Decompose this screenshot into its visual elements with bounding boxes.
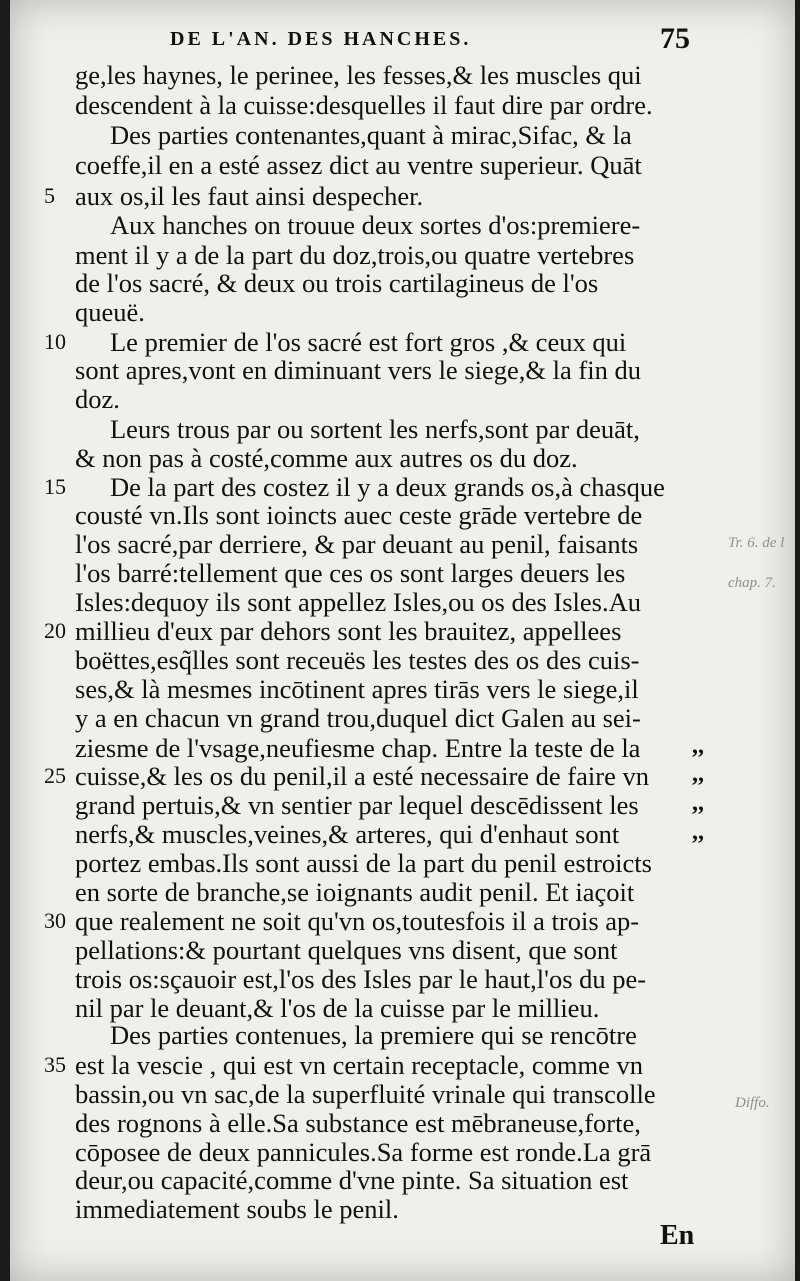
text-line: nerfs,& muscles,veines,& arteres, qui d'enhaut sont: [75, 819, 620, 849]
text-line: ses,& là mesmes incōtinent apres tirās vers le siege,il: [75, 674, 639, 704]
text-line: descendent à la cuisse:desquelles il faut dire par ordre.: [75, 90, 653, 120]
text-line: l'os barré:tellement que ces os sont larges deuers les: [75, 558, 626, 588]
text-line: De la part des costez il y a deux grands os,à chasque: [110, 472, 665, 502]
line-number: 25: [44, 763, 66, 788]
text-line: Aux hanches on trouue deux sortes d'os:premiere-: [110, 210, 641, 240]
text-line: cuisse,& les os du penil,il a esté necessaire de faire vn: [75, 761, 649, 791]
line-number: 10: [44, 329, 66, 354]
text-line: aux os,il les faut ainsi despecher.: [75, 181, 424, 211]
text-line: Des parties contenues, la premiere qui se rencōtre: [110, 1020, 637, 1050]
text-line: ge,les haynes, le perinee, les fesses,& les muscles qui: [75, 60, 642, 90]
text-line: portez embas.Ils sont aussi de la part du penil estroicts: [75, 848, 652, 878]
faded-margin-note: Diffo.: [735, 1095, 770, 1111]
text-line: que realement ne soit qu'vn os,toutesfois il a trois ap-: [75, 906, 640, 936]
text-line: deur,ou capacité,comme d'vne pinte. Sa situation est: [75, 1165, 629, 1195]
quote-mark: ,,: [692, 761, 704, 787]
book-page: [10, 0, 795, 1281]
line-number: 35: [44, 1052, 66, 1077]
text-line: & non pas à costé,comme aux autres os du doz.: [75, 443, 578, 473]
running-title: DE L'AN. DES HANCHES.: [170, 28, 472, 50]
line-number: 20: [44, 618, 66, 643]
line-number: 30: [44, 908, 66, 933]
text-line: pellations:& pourtant quelques vns disent, que sont: [75, 935, 618, 965]
text-line: boëttes,esq̃lles sont receuës les testes des os des cuis-: [75, 645, 640, 675]
text-line: ziesme de l'vsage,neufiesme chap. Entre la teste de la: [75, 733, 641, 763]
text-line: l'os sacré,par derriere, & par deuant au penil, faisants: [75, 529, 639, 559]
text-line: Le premier de l'os sacré est fort gros ,& ceux qui: [110, 327, 627, 357]
text-line: ment il y a de la part du doz,trois,ou quatre vertebres: [75, 240, 635, 270]
text-line: millieu d'eux par dehors sont les brauitez, appellees: [75, 616, 622, 646]
page-number: 75: [660, 22, 690, 55]
text-line: cousté vn.Ils sont ioincts auec ceste grāde vertebre de: [75, 500, 643, 530]
catchword: En: [660, 1220, 695, 1251]
text-line: de l'os sacré, & deux ou trois cartilagineus de l'os: [75, 268, 599, 298]
text-line: y a en chacun vn grand trou,duquel dict Galen au sei-: [75, 703, 641, 733]
text-line: coeffe,il en a esté assez dict au ventre superieur. Quāt: [75, 150, 642, 180]
text-line: Leurs trous par ou sortent les nerfs,sont par deuāt,: [110, 414, 640, 444]
body-text: [10, 0, 795, 1281]
text-line: Isles:dequoy ils sont appellez Isles,ou os des Isles.Au: [75, 587, 641, 617]
text-line: bassin,ou vn sac,de la superfluité vrinale qui transcolle: [75, 1079, 656, 1109]
text-line: des rognons à elle.Sa substance est mēbraneuse,forte,: [75, 1108, 641, 1138]
text-line: en sorte de branche,se ioignants audit penil. Et iaçoit: [75, 877, 635, 907]
text-line: cōposee de deux pannicules.Sa forme est ronde.La grā: [75, 1137, 652, 1167]
text-line: grand pertuis,& vn sentier par lequel descēdissent les: [75, 790, 639, 820]
text-line: sont apres,vont en diminuant vers le siege,& la fin du: [75, 355, 641, 385]
text-line: nil par le deuant,& l'os de la cuisse par le millieu.: [75, 993, 600, 1023]
quote-mark: ,,: [692, 790, 704, 816]
text-line: queuë.: [75, 297, 145, 327]
text-line: Des parties contenantes,quant à mirac,Sifac, & la: [110, 120, 632, 150]
line-number: 5: [44, 183, 55, 208]
text-line: est la vescie , qui est vn certain receptacle, comme vn: [75, 1050, 644, 1080]
quote-mark: ,,: [692, 733, 704, 759]
text-line: doz.: [75, 384, 120, 414]
faded-margin-note: chap. 7.: [728, 575, 776, 591]
text-line: immediatement soubs le penil.: [75, 1194, 399, 1224]
quote-mark: ,,: [692, 819, 704, 845]
faded-margin-note: Tr. 6. de l: [728, 535, 785, 551]
text-line: trois os:sçauoir est,l'os des Isles par le haut,l'os du pe-: [75, 964, 647, 994]
line-number: 15: [44, 474, 66, 499]
